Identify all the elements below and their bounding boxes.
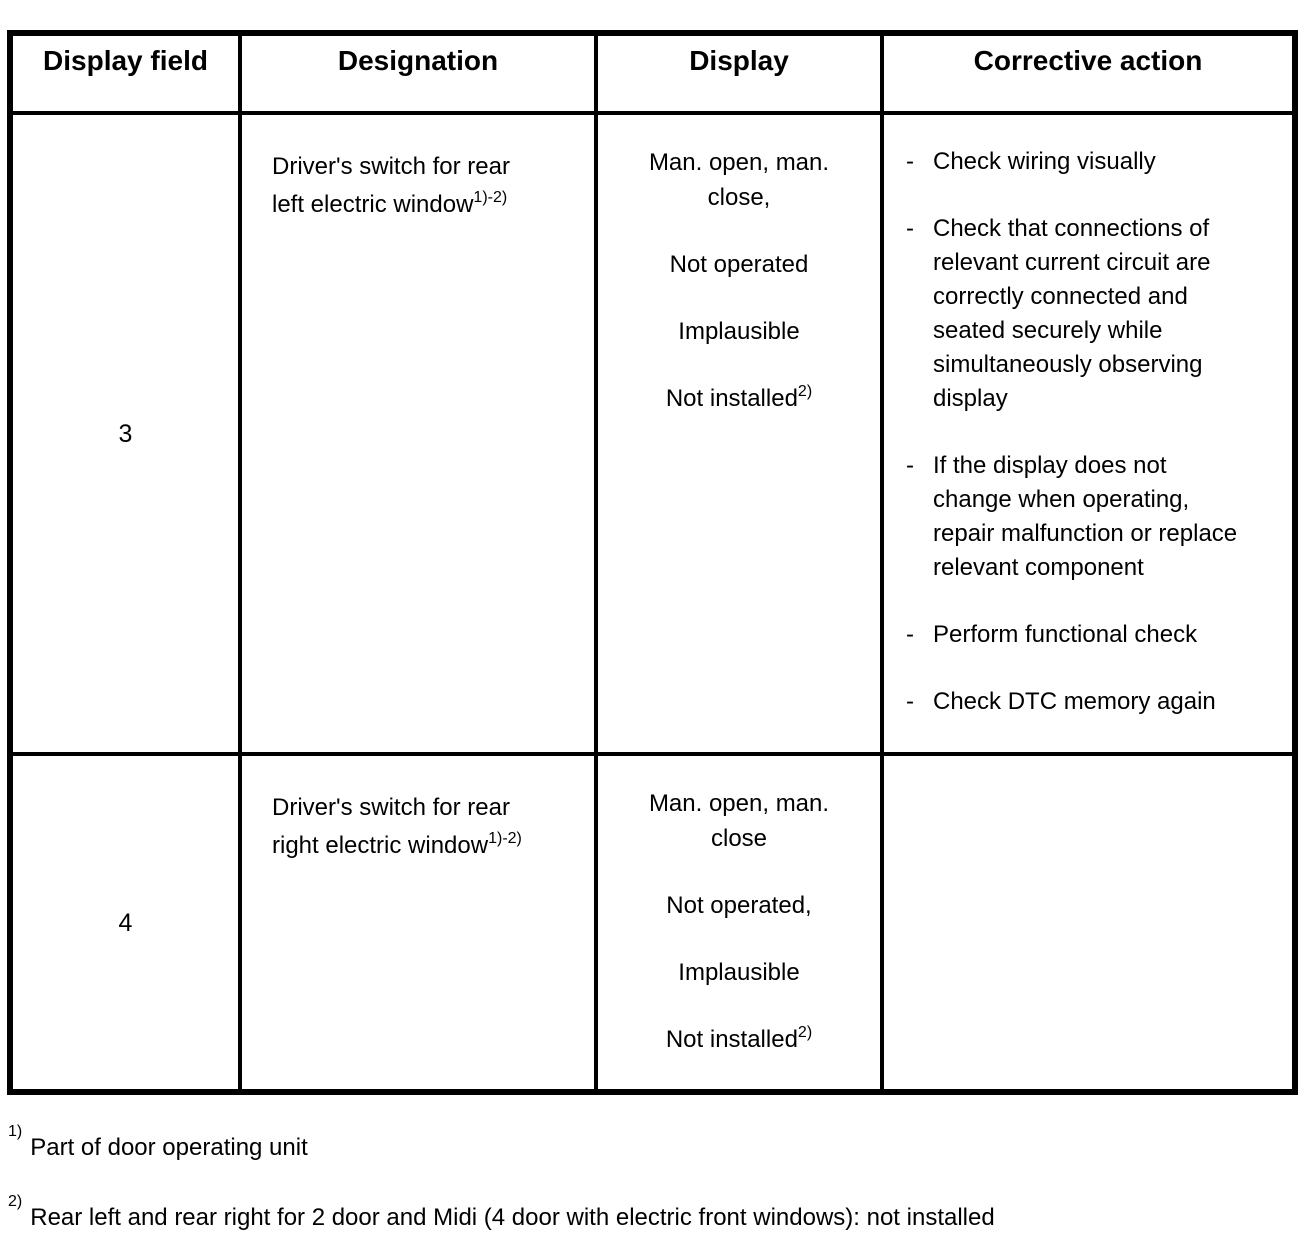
footnote-text: Part of door operating unit: [30, 1134, 308, 1161]
column-header-corrective-action: Corrective action: [882, 33, 1295, 113]
footnote-reference: 1)-2): [488, 830, 522, 847]
designation-cell: [240, 113, 596, 754]
bullet-dash: -: [906, 452, 914, 479]
corrective-action-cell-empty: [882, 754, 1295, 1092]
bullet-dash: -: [906, 148, 914, 175]
bullet-dash: -: [906, 621, 914, 648]
table-row-display-field-3: [10, 113, 1295, 754]
corrective-action-item: - Check DTC memory again: [906, 685, 1292, 719]
display-cell: [596, 113, 882, 754]
display-state: Man. open, man. close: [648, 790, 830, 852]
display-state: Not installed$^{2)}$: [665, 1024, 813, 1053]
column-header-display-field: Display field: [10, 33, 240, 113]
display-state: Man. open, man. close,: [648, 149, 830, 211]
corrective-action-item: - Check that connections of relevant current circuit are correctly connected and seated securely while simultaneously observing display: [906, 212, 1292, 416]
display-field-number: 4: [10, 754, 240, 1092]
corrective-action-item: - If the display does not change when operating, repair malfunction or replace relevant component: [906, 449, 1292, 585]
column-header-designation: Designation: [240, 33, 596, 113]
footnote-reference: 2): [797, 1024, 813, 1041]
display-state: Implausible: [678, 318, 800, 345]
display-state: Not operated,: [666, 892, 812, 919]
footnote-text: Rear left and rear right for 2 door and Midi (4 door with electric front windows): not installed: [30, 1204, 995, 1231]
footnote-marker: 1): [8, 1123, 23, 1140]
display-state: Not installed$^{2)}$: [665, 383, 813, 412]
column-header-display: Display: [596, 33, 882, 113]
corrective-action-cell: [882, 113, 1295, 754]
footnote-reference: 1)-2): [473, 189, 508, 206]
display-state: Not operated: [669, 251, 809, 278]
footnote-marker: 2): [8, 1193, 23, 1210]
bullet-dash: -: [906, 688, 914, 715]
footnote-1: [8, 1123, 308, 1163]
corrective-action-item: - Perform functional check: [906, 618, 1292, 652]
display-field-number: 3: [10, 113, 240, 754]
bullet-dash: -: [906, 215, 914, 242]
diagnosis-table: [7, 30, 1298, 1095]
table-row-display-field-4: [10, 754, 1295, 1092]
designation-cell: [240, 754, 596, 1092]
display-state: Implausible: [678, 959, 800, 986]
designation-text: Driver's switch for rear left electric window$^{1)-2)}$: [272, 153, 510, 218]
footnote-2: [8, 1193, 995, 1233]
corrective-action-item: - Check wiring visually: [906, 145, 1292, 179]
table-header-row: [10, 33, 1295, 113]
designation-text: Driver's switch for rear right electric window$^{1)-2)}$: [272, 794, 522, 859]
display-cell: [596, 754, 882, 1092]
footnote-reference: 2): [797, 383, 813, 400]
